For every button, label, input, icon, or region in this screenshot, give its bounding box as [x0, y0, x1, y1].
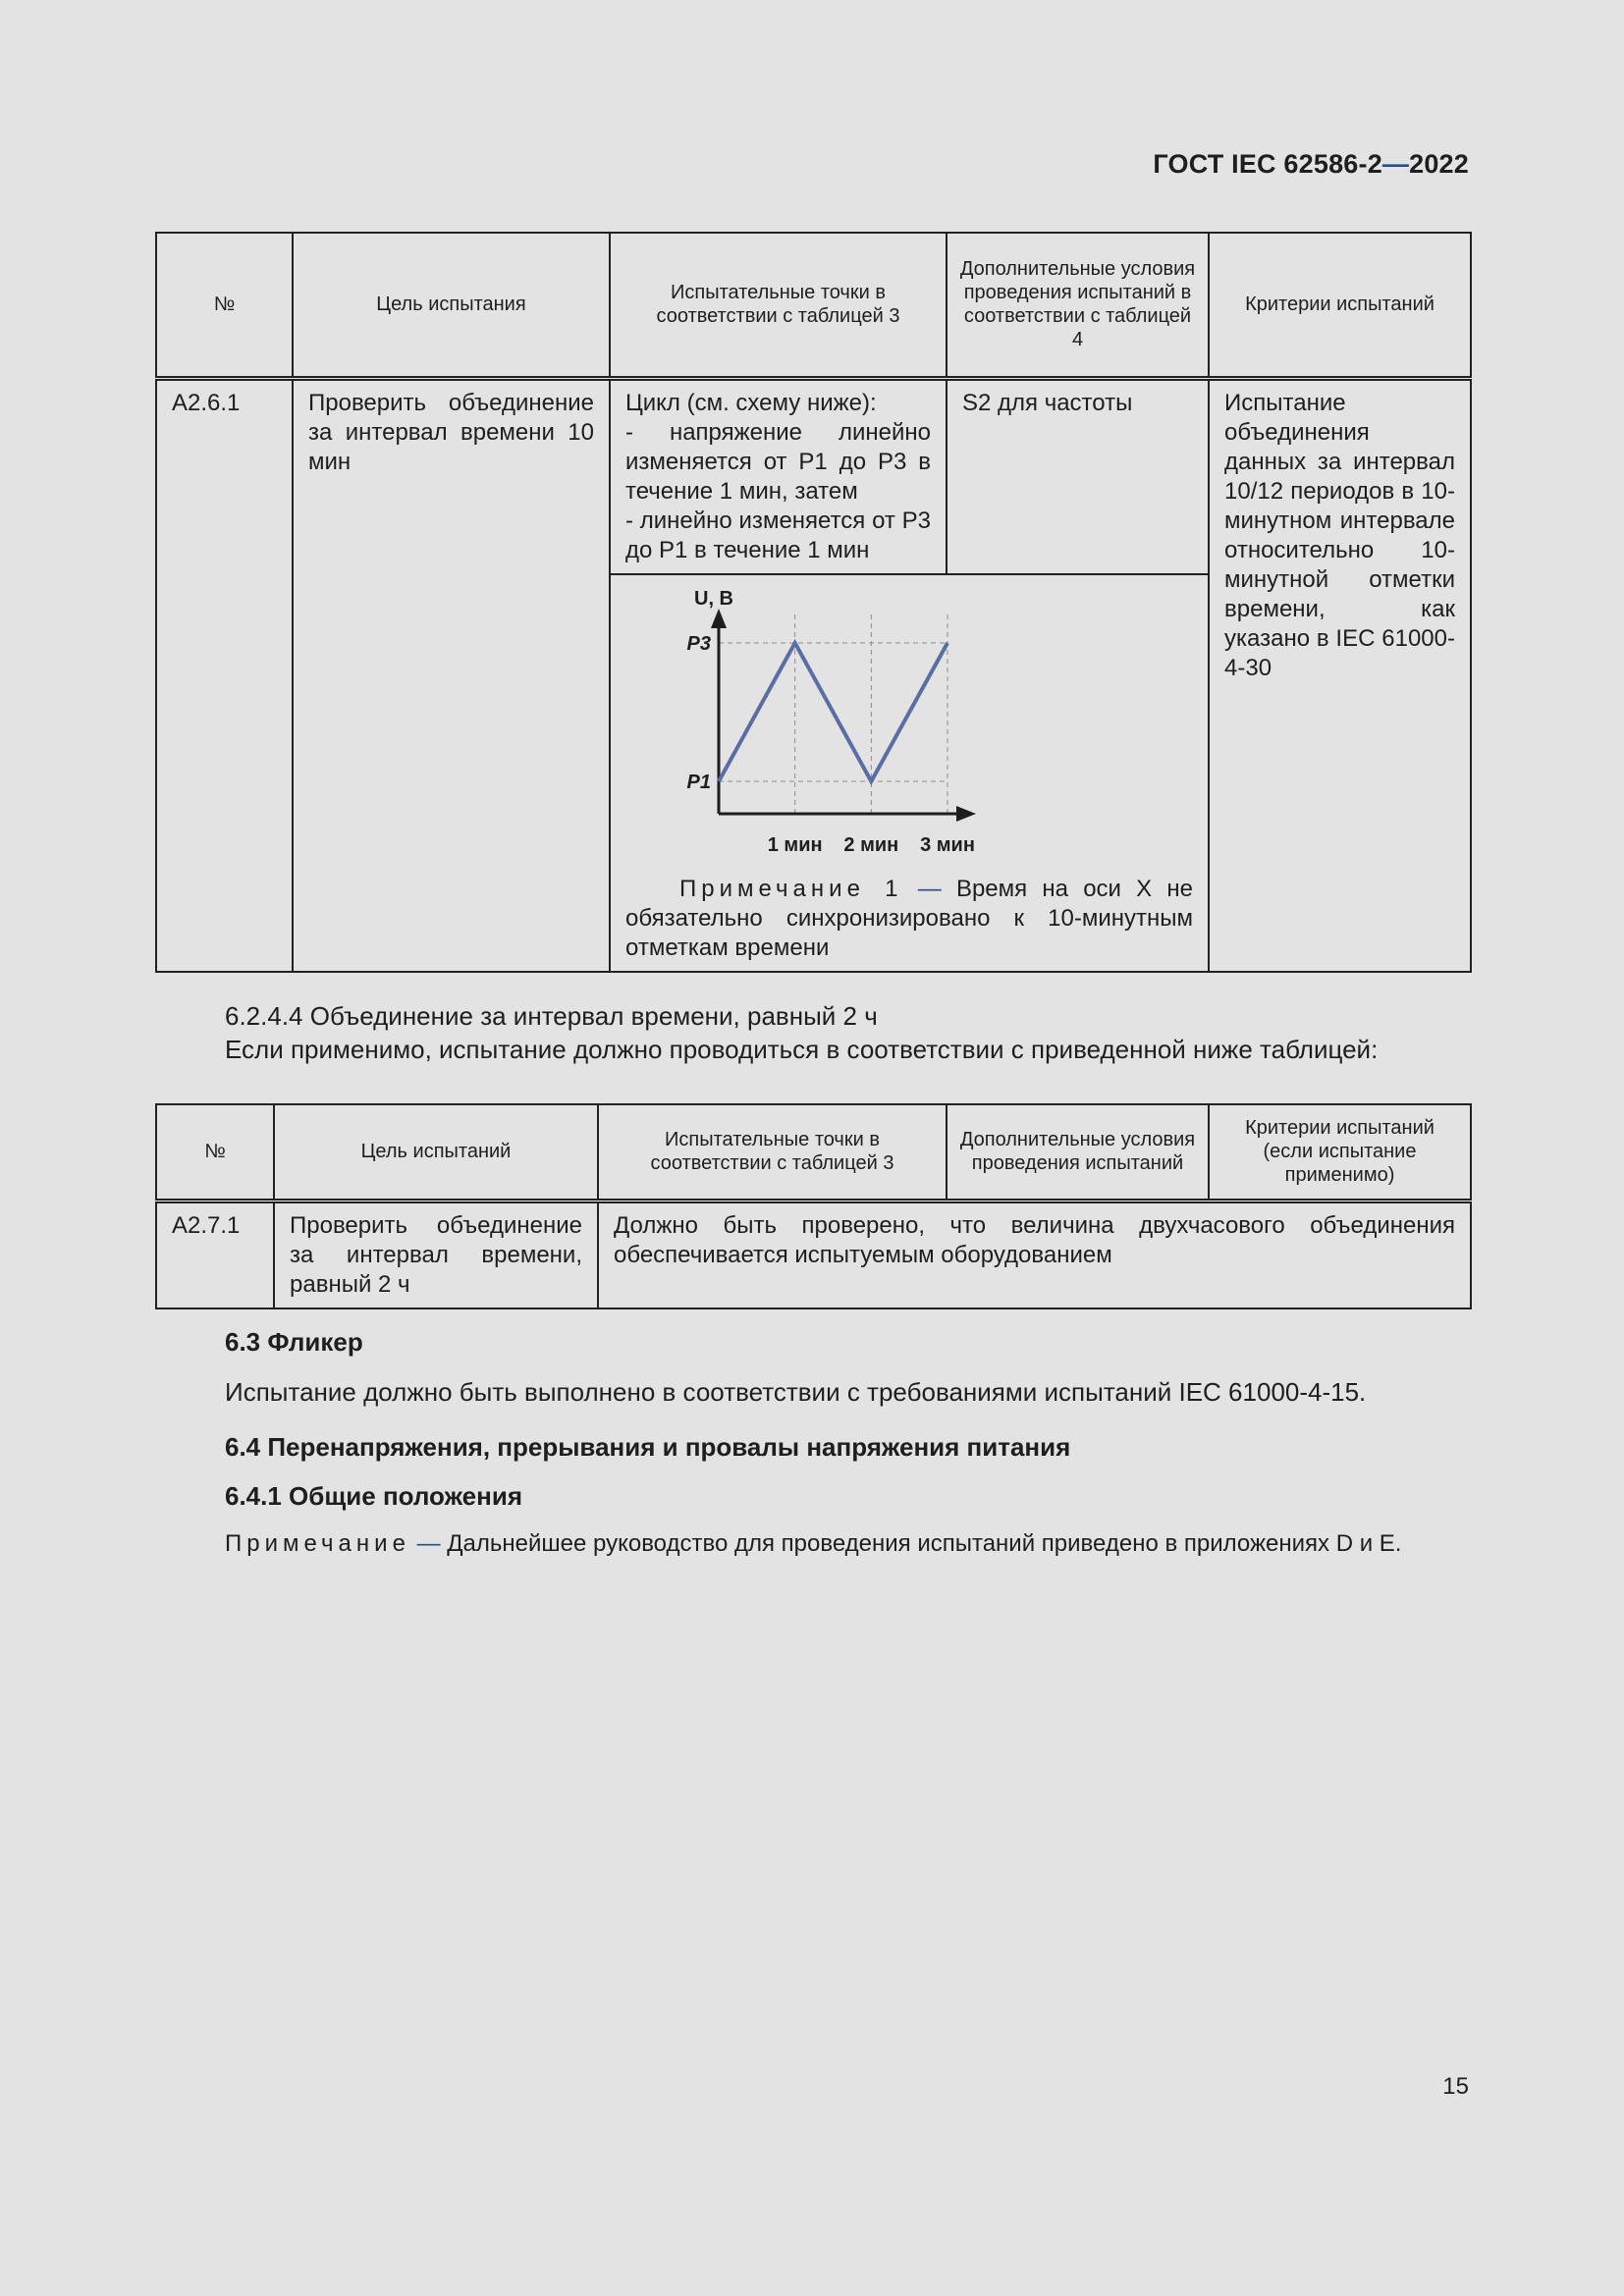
voltage-cycle-chart: [611, 575, 1208, 875]
doc-prefix: ГОСТ IEC 62586-2: [1153, 149, 1382, 179]
y-tick-label: P3: [686, 632, 711, 655]
note-text: Время на оси X не обязательно синхронизировано к 10-минутным отметкам времени: [625, 875, 1194, 961]
x-axis-arrow: [956, 806, 976, 822]
table-row: [156, 1201, 1471, 1308]
row-number: A2.7.1: [172, 1211, 241, 1239]
test-table-a27: [155, 1103, 1472, 1309]
y-tick-label: P1: [686, 771, 711, 793]
section-6244-title: 6.2.4.4 Объединение за интервал времени, равный 2 ч: [225, 1001, 878, 1031]
x-tick-label: 2 мин: [843, 833, 899, 856]
row-test-points: [611, 381, 946, 573]
test-points-line: - линейно изменяется от P3 до P1 в течение 1 мин: [625, 507, 931, 563]
x-tick-label: 3 мин: [920, 833, 975, 856]
section-63-heading: 6.3 Фликер: [225, 1327, 363, 1357]
chart-cell: [610, 574, 1209, 972]
section-63-text: Испытание должно быть выполнено в соответствии с требованиями испытаний IEC 61000-4-15.: [225, 1377, 1367, 1407]
row-number-cell: [156, 378, 293, 972]
row-purpose: Проверить объединение за интервал времени, равный 2 ч: [290, 1211, 582, 1298]
row-criteria-cell: [1209, 378, 1471, 972]
header-purpose: Цель испытаний: [274, 1104, 598, 1201]
header-number: №: [156, 233, 293, 378]
header-test-points: Испытательные точки в соответствии с таблицей 3: [598, 1104, 947, 1201]
header-criteria: Критерии испытаний: [1209, 233, 1471, 378]
chart-note: [611, 875, 1208, 971]
header-test-points: Испытательные точки в соответствии с таблицей 3: [610, 233, 947, 378]
header-additional: Дополнительные условия проведения испытаний в соответствии с таблицей 4: [947, 233, 1209, 378]
header-criteria: Критерии испытаний (если испытание применимо): [1209, 1104, 1471, 1201]
test-table-a26: [155, 232, 1472, 973]
note-dash: —: [416, 1530, 441, 1557]
header-number: №: [156, 1104, 274, 1201]
header-additional: Дополнительные условия проведения испытаний: [947, 1104, 1209, 1201]
note-label: Примечание 1: [679, 875, 903, 902]
header-purpose: Цель испытания: [293, 233, 610, 378]
test-points-line: - напряжение линейно изменяется от P1 до P3 в течение 1 мин, затем: [625, 418, 931, 505]
doc-year: 2022: [1409, 149, 1469, 179]
note-dash: —: [917, 875, 942, 902]
note-label: Примечание: [225, 1530, 410, 1557]
y-axis-label: U, В: [694, 587, 733, 610]
table-header-row: [156, 233, 1471, 378]
page-number: 15: [1442, 2073, 1469, 2100]
row-purpose-cell: [293, 378, 610, 972]
row-additional-cell: [947, 378, 1209, 574]
row-merged: Должно быть проверено, что величина двухчасового объединения обеспечивается испытуемым оборудованием: [614, 1211, 1455, 1268]
row-criteria: Испытание объединения данных за интервал 10/12 периодов в 10-минутном интервале относительно 10-минутной отметки времени, как указано в IEC 61000-4-30: [1224, 389, 1455, 681]
table-row: [156, 378, 1471, 574]
section-6244-text: Если применимо, испытание должно проводиться в соответствии с приведенной ниже таблицей:: [225, 1035, 1379, 1064]
row-purpose-cell: [274, 1201, 598, 1308]
row-additional: S2 для частоты: [962, 389, 1133, 416]
row-purpose: Проверить объединение за интервал времени 10 мин: [308, 389, 594, 475]
doc-dash: —: [1381, 149, 1410, 179]
chart-svg: [611, 575, 1208, 875]
row-number: A2.6.1: [172, 389, 241, 416]
y-axis-arrow: [711, 609, 727, 628]
row-test-points-cell: [610, 378, 947, 574]
test-points-line: Цикл (см. схему ниже):: [625, 389, 877, 416]
document-designation: [1153, 149, 1469, 180]
section-641-heading: 6.4.1 Общие положения: [225, 1481, 522, 1511]
row-merged-cell: [598, 1201, 1471, 1308]
x-tick-label: 1 мин: [767, 833, 823, 856]
voltage-series-line: [719, 643, 947, 781]
row-number-cell: [156, 1201, 274, 1308]
table-header-row: [156, 1104, 1471, 1201]
section-641-note: [225, 1527, 1401, 1561]
section-64-heading: 6.4 Перенапряжения, прерывания и провалы напряжения питания: [225, 1432, 1071, 1462]
note-text: Дальнейшее руководство для проведения испытаний приведено в приложениях D и E.: [447, 1530, 1402, 1557]
